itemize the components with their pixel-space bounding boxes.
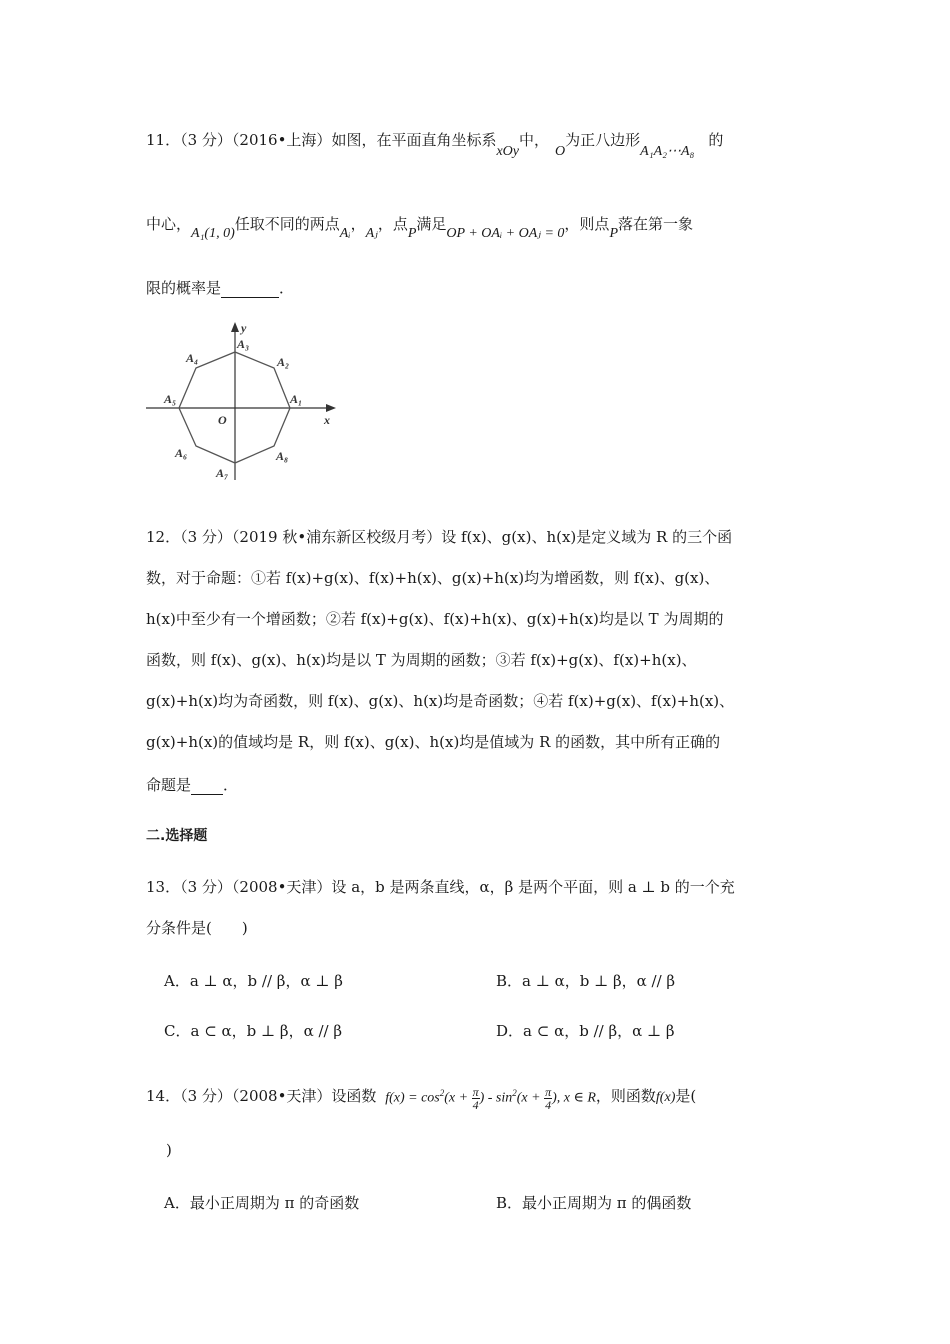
q14-fraction-2 — [544, 1086, 552, 1111]
q11-octagon: A₁A₂⋯A₈ — [640, 144, 695, 159]
q11-text: ， — [350, 215, 366, 233]
q12-line6: g(x)+h(x)的值域均是 R，则 f(x)、g(x)、h(x)均是值域为 R 的函数，其中所有正确的 — [146, 733, 721, 751]
q11-line1 — [146, 130, 724, 159]
q14-text: 14．（3 分）（2008•天津）设函数 — [146, 1086, 377, 1105]
q13-option-a[interactable]: A．a ⊥ α，b // β，α ⊥ β — [164, 972, 343, 990]
vertex-label-a1: A₁ — [290, 392, 303, 406]
pi-symbol: π — [472, 1084, 479, 1099]
q13-line2: 分条件是( ) — [146, 919, 248, 937]
q11-equation: OP + OAᵢ + OAⱼ = 0 — [446, 226, 565, 241]
q14-square: 2 — [512, 1088, 517, 1098]
q12-line2: 数，对于命题：①若 f(x)+g(x)、f(x)+h(x)、g(x)+h(x)均为增函数，则 f(x)、g(x)、 — [146, 569, 720, 587]
q11-xoy: xOy — [496, 144, 519, 159]
q12-line1: 12．（3 分）（2019 秋•浦东新区校级月考）设 f(x)、g(x)、h(x)是定义域为 R 的三个函 — [146, 528, 733, 546]
q14-text: ，则函数 — [595, 1086, 656, 1105]
y-axis-label: y — [241, 321, 247, 335]
vertex-label-a8: A₈ — [276, 449, 289, 463]
q12-text: 命题是 — [146, 776, 192, 794]
q14-option-b[interactable]: B．最小正周期为 π 的偶函数 — [496, 1194, 692, 1212]
q12-line5: g(x)+h(x)均为奇函数，则 f(x)、g(x)、h(x)均是奇函数；④若 f(x)+g(x)、f(x)+h(x)、 — [146, 692, 735, 710]
q11-text: ，则点 — [564, 215, 610, 233]
q11-text: 的 — [708, 131, 724, 149]
q11-Aj: Aⱼ — [365, 226, 378, 241]
q11-text: 满足 — [416, 215, 447, 233]
vertex-label-a4: A₄ — [186, 351, 199, 365]
q11-text: 任取不同的两点 — [234, 215, 340, 233]
q11-line3 — [146, 278, 294, 298]
q12-line4: 函数，则 f(x)、g(x)、h(x)均是以 T 为周期的函数；③若 f(x)+g(x)、f(x)+h(x)、 — [146, 651, 697, 669]
q13-option-c[interactable]: C．a ⊂ α，b ⊥ β，α // β — [164, 1022, 343, 1040]
q14-option-a[interactable]: A．最小正周期为 π 的奇函数 — [164, 1194, 360, 1212]
q13-line1: 13．（3 分）（2008•天津）设 a，b 是两条直线，α，β 是两个平面，则 a ⊥ b 的一个充 — [146, 878, 735, 896]
answer-blank — [221, 283, 279, 298]
q11-text: 限的概率是 — [146, 279, 222, 297]
vertex-label-a7: A₇ — [216, 466, 229, 480]
origin-label: O — [218, 413, 227, 427]
q14-fx: f(x) = cos — [385, 1090, 440, 1106]
q14-fx2: f(x) — [655, 1089, 676, 1105]
octagon-figure — [140, 320, 340, 485]
q11-text: ，点 — [377, 215, 408, 233]
y-axis-arrow — [231, 322, 239, 332]
q11-text: 如图，在平面直角坐标系 — [331, 131, 497, 149]
q14-xplus: (x + — [444, 1090, 472, 1106]
q14-fraction-1 — [472, 1086, 480, 1111]
q14-text: 是( — [675, 1086, 697, 1105]
q12-line3: h(x)中至少有一个增函数；②若 f(x)+g(x)、f(x)+h(x)、g(x)+h(x)均是以 T 为周期的 — [146, 610, 724, 628]
vertex-label-a2: A₂ — [277, 355, 290, 369]
q12-text: ． — [223, 776, 239, 794]
q11-source: （2016•上海） — [231, 131, 332, 149]
q14-function — [385, 1083, 596, 1111]
vertex-label-a5: A₅ — [164, 392, 177, 406]
x-axis-label: x — [324, 413, 330, 427]
q14-line1 — [146, 1083, 696, 1111]
denominator: 4 — [472, 1097, 479, 1112]
q11-line2 — [146, 214, 694, 241]
q11-text: ． — [279, 279, 295, 297]
q11-A1-point: A₁(1, 0) — [191, 226, 235, 241]
q14-tail: ), x ∈ R — [552, 1090, 596, 1106]
q13-option-b[interactable]: B．a ⊥ α，b ⊥ β，α // β — [496, 972, 676, 990]
q13-option-d[interactable]: D．a ⊂ α，b // β，α ⊥ β — [496, 1022, 675, 1040]
q14-xplus: (x + — [516, 1090, 545, 1106]
q11-O: O — [555, 144, 566, 159]
q14-minus: ) - sin — [479, 1090, 513, 1106]
q11-number: 11． — [146, 131, 181, 149]
answer-blank — [191, 780, 223, 795]
q11-text: 落在第一象 — [618, 215, 694, 233]
q11-P: P — [407, 226, 417, 241]
section-title: 二.选择题 — [146, 828, 208, 844]
q11-text: 为正八边形 — [565, 131, 641, 149]
q11-Ai: Aᵢ — [339, 226, 351, 241]
q11-P2: P — [609, 226, 618, 241]
q11-text: 中心， — [146, 215, 192, 233]
q14-square: 2 — [439, 1088, 445, 1098]
x-axis-arrow — [326, 404, 336, 412]
q11-score: （3 分） — [180, 131, 232, 149]
q12-line7 — [146, 775, 238, 795]
vertex-label-a3: A₃ — [237, 337, 250, 351]
pi-symbol: π — [545, 1084, 552, 1099]
q11-text: 中， — [519, 131, 550, 149]
vertex-label-a6: A₆ — [175, 446, 188, 460]
q14-line2: ) — [166, 1141, 172, 1159]
denominator: 4 — [545, 1097, 552, 1112]
